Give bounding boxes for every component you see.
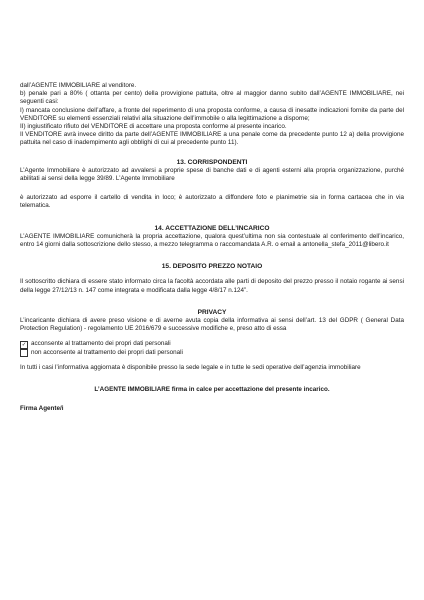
section-14-title: 14. ACCETTAZIONE DELL’INCARICO <box>154 224 270 232</box>
section-13-title: 13. CORRISPONDENTI <box>176 158 248 166</box>
section-13-paragraph-2: è autorizzato ad esporre il cartello di vendita in loco; è autorizzato a diffondere foto e planimetrie sia in forma cartacea che in via telematica. <box>20 194 404 210</box>
intro-line-5: Il VENDITORE avrà invece diritto da parte dell’AGENTE IMMOBILIARE a una penale come da precedente punto 12 a) della provvigione pattuita nel caso di inadempimento agli obblighi di cui al precedente punto 11). <box>20 131 404 147</box>
intro-line-3: I) mancata conclusione dell’affare, a fronte del reperimento di una proposta conforme, a causa di inesatte indicazioni fornite da parte del VENDITORE su elementi essenziali relativi alla situazione dell’immobile o alla legittimazione a disporne; <box>20 106 404 122</box>
consent-no-checkbox[interactable] <box>20 349 28 357</box>
intro-line-4: II) ingiustificato rifiuto del VENDITORE di accettare una proposta conforme al presente incarico. <box>20 123 287 131</box>
consent-yes-option[interactable] <box>20 340 404 348</box>
acceptance-statement: L’AGENTE IMMOBILIARE firma in calce per accettazione del presente incarico. <box>94 386 330 394</box>
section-14-paragraph: L’AGENTE IMMOBILIARE comunicherà la propria accettazione, qualora quest’ultima non sia contestuale al conferimento dell’incarico, entro 14 giorni dalla sottoscrizione dello stesso, a mezzo telegramma o raccomandata A.R. o email a antonella_stefa_2011@libero.it <box>20 232 404 249</box>
privacy-title: PRIVACY <box>197 308 227 316</box>
privacy-paragraph: L’incaricante dichiara di avere preso visione e di averne avuta copia della informativa ai sensi dell’art. 13 del GDPR ( General Data Protection Regulation) - regolamento UE 2016/679 e successive modifiche e, preso atto di essa <box>20 317 404 333</box>
section-15-title: 15. DEPOSITO PREZZO NOTAIO <box>161 263 263 271</box>
section-13-paragraph-1: L’Agente Immobiliare è autorizzato ad avvalersi a proprie spese di banche dati e di agenti esterni alla propria organizzazione, purché abilitati ai sensi della legge 39/89. L’Agente Immobiliare <box>20 166 404 183</box>
consent-no-label: non acconsente al trattamento dei propri dati personali <box>31 348 183 356</box>
document-page <box>20 82 404 413</box>
section-15-paragraph: Il sottoscritto dichiara di essere stato informato circa la facoltà accordata alle parti di deposito del prezzo presso il notaio rogante ai sensi della legge 27/12/13 n. 147 come integrata e modificata dalla legge 4/8/17 n.124”. <box>20 278 404 294</box>
consent-no-option[interactable] <box>20 349 404 357</box>
consent-yes-checkbox[interactable]: ✓ <box>21 341 27 348</box>
intro-line-1: dall’AGENTE IMMOBILIARE al venditore. <box>20 82 137 89</box>
consent-yes-label: acconsente al trattamento dei propri dati personali <box>31 340 171 348</box>
intro-line-2: b) penale pari a 80% ( ottanta per cento) della provvigione pattuita, oltre al maggior danno subito dall’AGENTE IMMOBILIARE, nei seguenti casi: <box>20 90 404 106</box>
privacy-availability-note: In tutti i casi l’informativa aggiornata è disponibile presso la sede legale e in tutte le sedi operative dell’agenzia immobiliare <box>20 363 361 371</box>
agent-signature-label: Firma Agente/i <box>20 405 64 413</box>
